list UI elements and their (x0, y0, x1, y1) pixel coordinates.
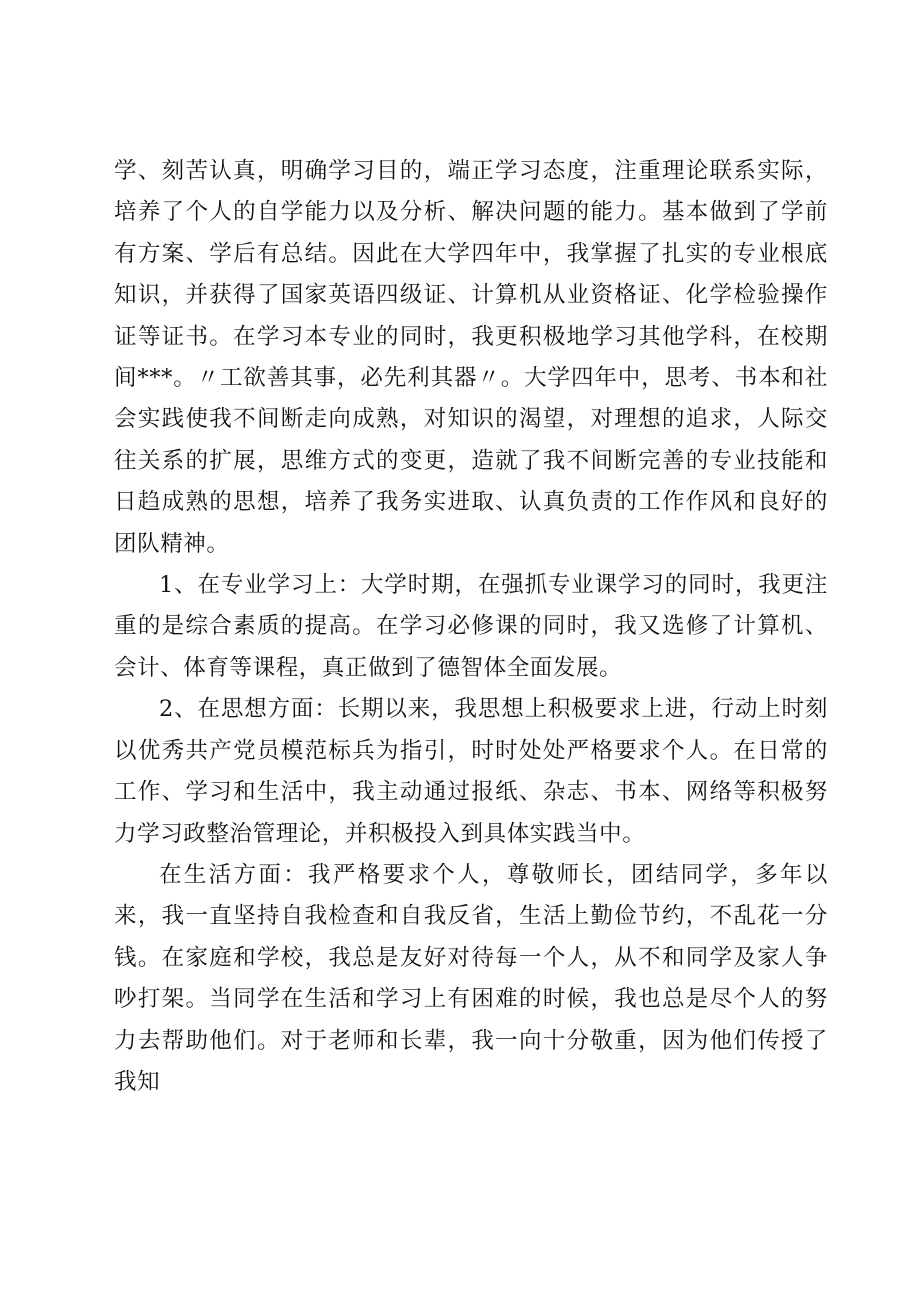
document-body (114, 151, 828, 1103)
paragraph-life: 在生活方面：我严格要求个人，尊敬师长，团结同学，多年以来，我一直坚持自我检查和自我反省，生活上勤俭节约，不乱花一分钱。在家庭和学校，我总是友好对待每一个人，从不和同学及家人争吵打架。当同学在生活和学习上有困难的时候，我也总是尽个人的努力去帮助他们。对于老师和长辈，我一向十分敬重，因为他们传授了我知 (114, 861, 828, 1095)
paragraph-study-continuation: 学、刻苦认真，明确学习目的，端正学习态度，注重理论联系实际，培养了个人的自学能力以及分析、解决问题的能力。基本做到了学前有方案、学后有总结。因此在大学四年中，我掌握了扎实的专业根底知识，并获得了国家英语四级证、计算机从业资格证、化学检验操作证等证书。在学习本专业的同时，我更积极地学习其他学科，在校期间***。〃工欲善其事，必先利其器〃。大学四年中，思考、书本和社会实践使我不间断走向成熟，对知识的渴望，对理想的追求，人际交往关系的扩展，思维方式的变更，造就了我不间断完善的专业技能和日趋成熟的思想，培养了我务实进取、认真负责的工作作风和良好的团队精神。 (114, 158, 828, 557)
paragraph-professional-study: 1、在专业学习上：大学时期，在强抓专业课学习的同时，我更注重的是综合素质的提高。在学习必修课的同时，我又选修了计算机、会计、体育等课程，真正做到了德智体全面发展。 (114, 572, 828, 681)
paragraph-ideology: 2、在思想方面：长期以来，我思想上积极要求上进，行动上时刻以优秀共产党员模范标兵为指引，时时处处严格要求个人。在日常的工作、学习和生活中，我主动通过报纸、杂志、书本、网络等积极努力学习政整治管理论，并积极投入到具体实践当中。 (114, 696, 828, 847)
